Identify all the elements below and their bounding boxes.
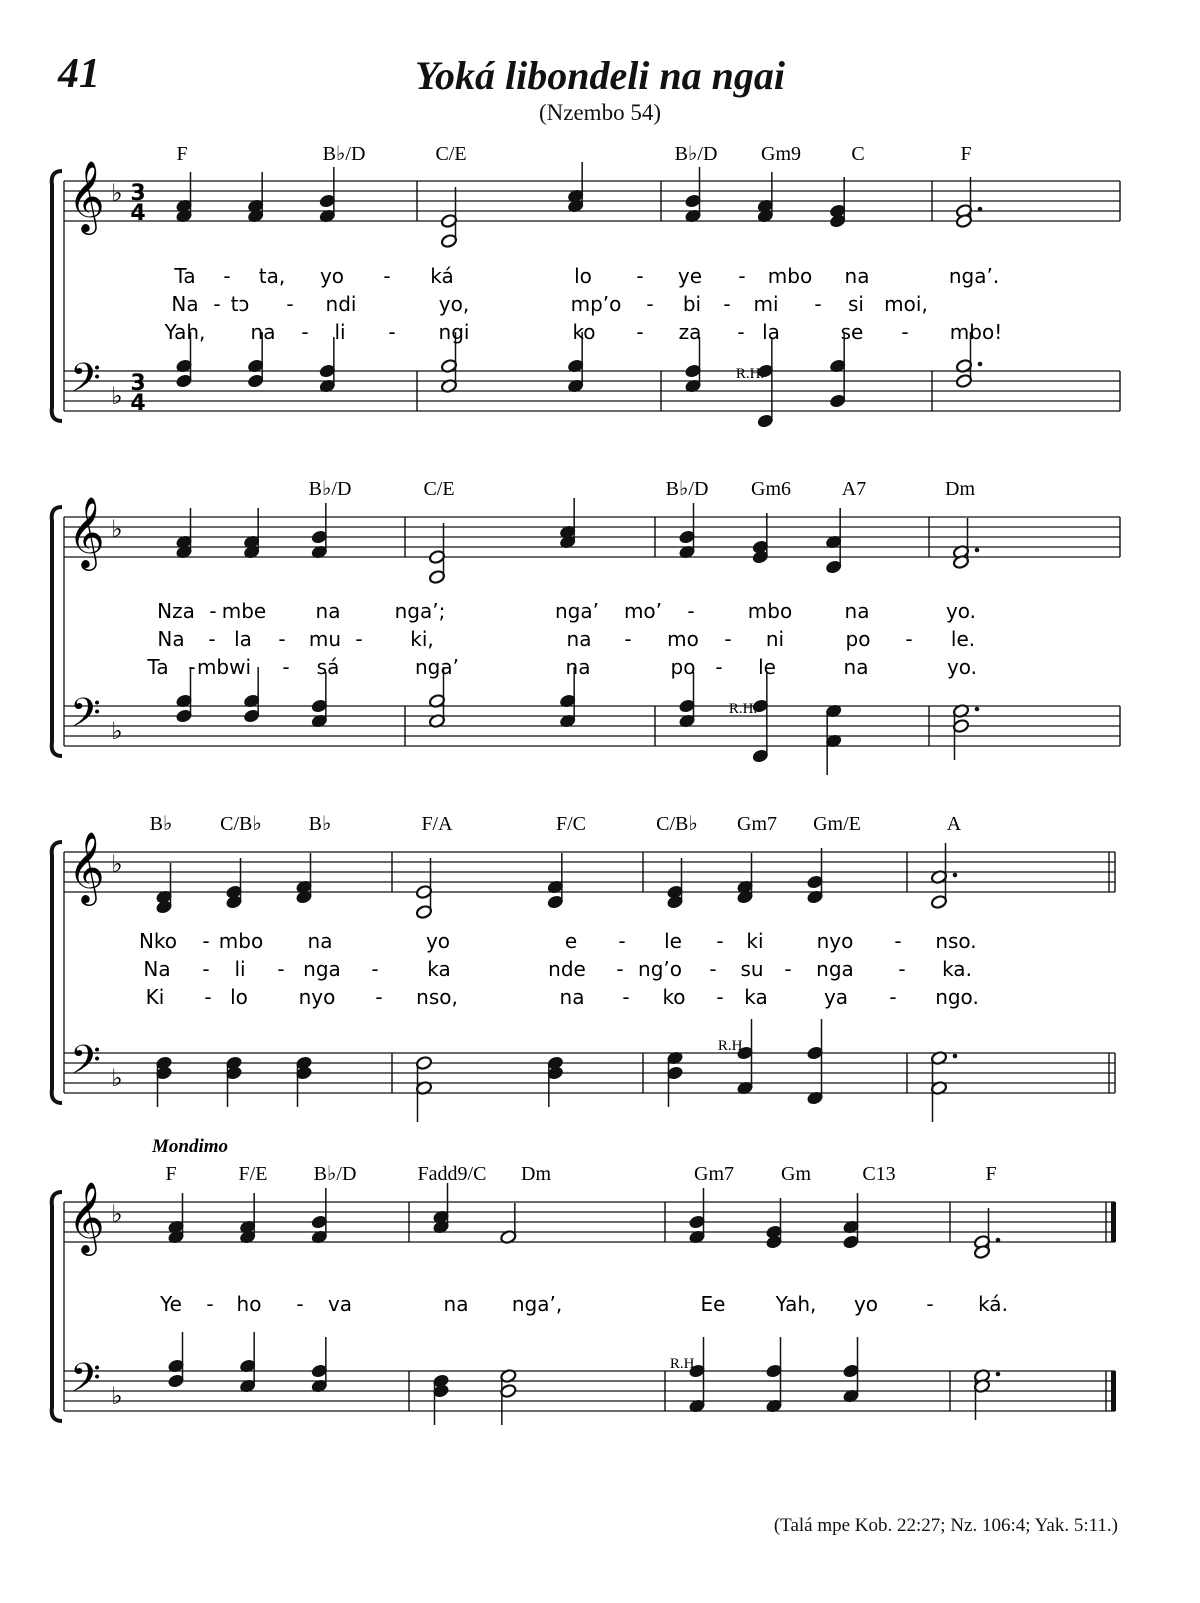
lyric-syllable: po <box>845 627 871 651</box>
bass-staff <box>64 1019 1115 1122</box>
chord-symbol: Gm7 <box>694 1163 734 1185</box>
lyric-hyphen: - <box>716 929 724 953</box>
treble-clef: 𝄞 <box>68 830 105 903</box>
chord-symbol: B♭/D <box>674 143 718 165</box>
lyric-syllable: na <box>307 929 333 953</box>
flat-sign: ♭ <box>111 1382 123 1410</box>
lyric-hyphen: - <box>301 320 309 344</box>
chord-symbol: F <box>985 1163 997 1185</box>
lyric-hyphen: - <box>213 292 221 316</box>
lyric-syllable: ho <box>236 1292 262 1316</box>
verse-line-2 <box>143 957 972 981</box>
chord-symbol: F/E <box>238 1163 268 1185</box>
lyric-hyphen: - <box>737 320 745 344</box>
lyric-syllable: na <box>315 599 341 623</box>
lyric-syllable: nga’; <box>394 599 446 623</box>
lyric-syllable: su <box>740 957 764 981</box>
lyric-syllable: nso, <box>416 985 458 1009</box>
lyric-syllable: na <box>443 1292 469 1316</box>
treble-staff <box>64 495 1120 585</box>
chord-symbol: F <box>176 143 188 165</box>
chord-symbol: B♭/D <box>322 143 366 165</box>
chord-symbol: C/B♭ <box>656 813 698 835</box>
lyric-hyphen: - <box>209 599 217 623</box>
chord-symbol: B♭ <box>308 813 332 835</box>
lyric-syllable: Na <box>157 627 185 651</box>
lyric-hyphen: - <box>738 264 746 288</box>
lyric-syllable: mbo <box>767 264 813 288</box>
lyric-syllable: na <box>559 985 585 1009</box>
lyric-syllable: na <box>566 627 592 651</box>
lyric-syllable: Nko <box>138 929 178 953</box>
lyric-syllable: ni <box>765 627 785 651</box>
flat-sign: ♭ <box>111 179 123 207</box>
lyric-hyphen: - <box>278 627 286 651</box>
verse-line-1 <box>157 599 976 623</box>
lyric-syllable: le. <box>950 627 976 651</box>
lyric-hyphen: - <box>894 929 902 953</box>
lyric-syllable: mp’o <box>570 292 622 316</box>
final-bar-thick <box>1111 1202 1116 1242</box>
lyric-syllable: va <box>327 1292 353 1316</box>
lyric-hyphen: - <box>296 1292 304 1316</box>
note-dot <box>978 362 983 367</box>
lyric-syllable: mbo! <box>949 320 1003 344</box>
lyric-syllable: nga’. <box>948 264 1000 288</box>
lyric-syllable: Ta <box>147 655 169 679</box>
bass-clef: 𝄢 <box>70 355 101 411</box>
lyric-syllable: po <box>670 655 696 679</box>
bass-clef: 𝄢 <box>70 1355 101 1411</box>
song-number: 41 <box>58 51 100 97</box>
verse-line-3 <box>146 985 979 1009</box>
verse-line-3 <box>146 655 977 679</box>
lyric-hyphen: - <box>277 957 285 981</box>
lyric-syllable: Ye <box>160 1292 182 1316</box>
note-dot <box>953 873 958 878</box>
lyric-hyphen: - <box>383 264 391 288</box>
lyric-syllable: ko <box>662 985 686 1009</box>
lyric-hyphen: - <box>624 627 632 651</box>
lyric-hyphen: - <box>723 292 731 316</box>
chord-symbol: Dm <box>945 478 975 500</box>
right-hand-marking: R.H. <box>717 1038 747 1054</box>
lyric-hyphen: - <box>716 985 724 1009</box>
lyric-syllable: ye <box>677 264 703 288</box>
system-bracket <box>52 1192 62 1421</box>
lyric-syllable: ya <box>823 985 849 1009</box>
lyric-syllable: se <box>840 320 864 344</box>
chord-symbol: F <box>165 1163 177 1185</box>
lyric-syllable: lo <box>230 985 248 1009</box>
note-dot <box>953 1054 958 1059</box>
treble-staff <box>64 159 1120 249</box>
lyric-hyphen: - <box>202 957 210 981</box>
lyric-hyphen: - <box>901 320 909 344</box>
lyric-syllable: nga’ <box>555 599 599 623</box>
chord-symbol: A7 <box>841 478 867 500</box>
lyric-hyphen: - <box>618 929 626 953</box>
chord-symbol: Fadd9/C <box>417 1163 487 1185</box>
bass-staff <box>64 1332 1116 1425</box>
bass-staff <box>64 667 1120 775</box>
time-signature-bottom: 4 <box>130 391 146 416</box>
lyric-syllable: yo. <box>946 655 978 679</box>
lyric-syllable: ká. <box>978 1292 1008 1316</box>
lyric-syllable: yo <box>853 1292 879 1316</box>
lyric-syllable: nso. <box>935 929 977 953</box>
lyric-syllable: ki <box>746 929 764 953</box>
lyric-hyphen: - <box>206 1292 214 1316</box>
flat-sign: ♭ <box>111 717 123 745</box>
chord-symbols <box>309 478 976 500</box>
lyric-hyphen: - <box>905 627 913 651</box>
chord-symbol: C/E <box>423 478 455 500</box>
lyric-syllable: ko <box>572 320 596 344</box>
lyric-hyphen: - <box>889 985 897 1009</box>
lyric-syllable: sá <box>316 655 340 679</box>
lyric-hyphen: - <box>355 627 363 651</box>
lyric-syllable: nyo <box>298 985 336 1009</box>
lyric-syllable: li <box>334 320 346 344</box>
note-dot <box>996 1372 1001 1377</box>
lyric-hyphen: - <box>223 264 231 288</box>
lyric-hyphen: - <box>724 627 732 651</box>
lyric-hyphen: - <box>375 985 383 1009</box>
lyric-hyphen: - <box>282 655 290 679</box>
note-dot <box>975 548 980 553</box>
lyric-hyphen: - <box>926 1292 934 1316</box>
lyric-syllable: nga <box>303 957 341 981</box>
chord-symbol: B♭/D <box>313 1163 357 1185</box>
lyric-syllable: mo <box>667 627 699 651</box>
lyric-syllable: la <box>234 627 252 651</box>
lyric-hyphen: - <box>898 957 906 981</box>
lyric-syllable: mo’ <box>623 599 663 623</box>
lyric-syllable: yo, <box>438 292 470 316</box>
chord-symbol: Gm <box>781 1163 811 1185</box>
lyric-syllable: yo <box>319 264 345 288</box>
flat-sign: ♭ <box>111 850 123 878</box>
lyric-syllable: ta, <box>258 264 286 288</box>
chord-symbol: Gm/E <box>813 813 861 835</box>
system-3 <box>52 813 1115 1122</box>
verse-line-1 <box>159 1292 1008 1316</box>
lyric-syllable: ngo. <box>935 985 979 1009</box>
verse-line-2 <box>157 627 975 651</box>
lyric-syllable: Ta <box>174 264 196 288</box>
chord-symbol: F/A <box>421 813 453 835</box>
time-signature-top: 3 <box>130 371 146 396</box>
system-2 <box>52 478 1120 775</box>
lyric-syllable: na <box>843 655 869 679</box>
lyric-syllable: la <box>762 320 780 344</box>
chord-symbol: C/E <box>435 143 467 165</box>
lyric-syllable: na <box>565 655 591 679</box>
lyric-syllable: tɔ <box>230 292 250 316</box>
lyric-syllable: bi <box>682 292 702 316</box>
lyric-hyphen: - <box>286 292 294 316</box>
lyric-hyphen: - <box>208 627 216 651</box>
chord-symbol: Gm7 <box>737 813 777 835</box>
flat-sign: ♭ <box>111 1200 123 1228</box>
lyric-syllable: yo. <box>945 599 977 623</box>
chord-symbol: Gm9 <box>761 143 801 165</box>
chord-symbols <box>165 1163 996 1185</box>
note-dot <box>978 207 983 212</box>
lyric-syllable: ka <box>744 985 768 1009</box>
chord-symbol: Dm <box>521 1163 551 1185</box>
treble-clef: 𝄞 <box>68 1180 105 1253</box>
lyric-syllable: moi, <box>884 292 928 316</box>
lyric-syllable: le <box>758 655 776 679</box>
right-hand-marking: R.H. <box>669 1356 699 1372</box>
note-dot <box>975 707 980 712</box>
verse-line-2 <box>171 292 927 316</box>
lyric-syllable: nga’ <box>415 655 459 679</box>
lyric-hyphen: - <box>371 957 379 981</box>
final-bar-thick <box>1111 1371 1116 1411</box>
chord-symbol: Gm6 <box>751 478 791 500</box>
chord-symbols <box>150 813 962 835</box>
chord-symbol: B♭/D <box>665 478 709 500</box>
lyric-hyphen: - <box>188 655 196 679</box>
right-hand-marking: R.H. <box>728 701 758 717</box>
verse-line-1 <box>139 929 977 953</box>
note-dot <box>996 1238 1001 1243</box>
system-bracket <box>52 842 62 1103</box>
verse-line-1 <box>173 264 999 288</box>
time-signature-top: 3 <box>130 181 146 206</box>
lyric-hyphen: - <box>709 957 717 981</box>
lyric-hyphen: - <box>388 320 396 344</box>
lyric-syllable: nga’, <box>511 1292 563 1316</box>
system-bracket <box>52 507 62 756</box>
chord-symbol: B♭/D <box>308 478 352 500</box>
lyric-syllable: ki, <box>410 627 434 651</box>
treble-staff <box>64 1180 1116 1260</box>
lyric-syllable: Yah, <box>164 320 206 344</box>
lyric-hyphen: - <box>204 985 212 1009</box>
lyric-syllable: Na <box>171 292 199 316</box>
lyric-syllable: na <box>250 320 276 344</box>
chord-symbol: F/C <box>555 813 587 835</box>
flat-sign: ♭ <box>111 515 123 543</box>
lyric-syllable: ndi <box>325 292 357 316</box>
lyric-syllable: ng’o <box>638 957 682 981</box>
lyric-syllable: si <box>848 292 864 316</box>
scripture-references: (Talá mpe Kob. 22:27; Nz. 106:4; Yak. 5:11.) <box>773 1515 1118 1536</box>
lyric-syllable: Ki <box>145 985 165 1009</box>
lyric-syllable: mbe <box>221 599 267 623</box>
lyric-syllable: le <box>664 929 682 953</box>
treble-staff <box>64 830 1115 920</box>
treble-clef: 𝄞 <box>68 495 105 568</box>
lyric-hyphen: - <box>715 655 723 679</box>
chord-symbol: C13 <box>862 1163 896 1185</box>
lyric-hyphen: - <box>202 929 210 953</box>
lyric-hyphen: - <box>636 264 644 288</box>
lyric-hyphen: - <box>616 957 624 981</box>
lyric-syllable: nga <box>816 957 854 981</box>
lyric-hyphen: - <box>622 985 630 1009</box>
lyric-syllable: li <box>234 957 246 981</box>
lyric-syllable: mbo <box>747 599 793 623</box>
song-title: Yoká libondeli na ngai <box>414 53 786 98</box>
flat-sign: ♭ <box>111 382 123 410</box>
lyric-syllable: mi <box>753 292 779 316</box>
verse-line-3 <box>164 320 1003 344</box>
lyric-syllable: mbwi <box>196 655 252 679</box>
lyric-hyphen: - <box>646 292 654 316</box>
treble-clef: 𝄞 <box>68 159 105 232</box>
lyric-hyphen: - <box>636 320 644 344</box>
lyric-syllable: na <box>844 264 870 288</box>
chord-symbol: C/B♭ <box>220 813 262 835</box>
lyric-syllable: lo <box>574 264 592 288</box>
lyric-syllable: yo <box>425 929 451 953</box>
chord-symbol: B♭ <box>149 813 173 835</box>
right-hand-marking: R.H. <box>735 366 765 382</box>
lyric-syllable: Yah, <box>775 1292 817 1316</box>
lyric-syllable: nyo <box>816 929 854 953</box>
lyric-syllable: nde <box>548 957 586 981</box>
lyric-hyphen: - <box>814 292 822 316</box>
lyric-syllable: e <box>564 929 578 953</box>
lyric-syllable: ka <box>427 957 451 981</box>
lyric-hyphen: - <box>784 957 792 981</box>
chord-symbol: F <box>960 143 972 165</box>
lyric-hyphen: - <box>687 599 695 623</box>
lyric-syllable: Ee <box>700 1292 726 1316</box>
lyric-syllable: mu <box>308 627 342 651</box>
lyric-syllable: ka. <box>942 957 972 981</box>
chord-symbols <box>176 143 971 165</box>
bass-clef: 𝄢 <box>70 1037 101 1093</box>
lyric-syllable: ká <box>430 264 454 288</box>
lyric-syllable: Na <box>143 957 171 981</box>
system-4 <box>52 1136 1116 1425</box>
lyric-syllable: za <box>678 320 702 344</box>
lyric-syllable: Nza <box>157 599 195 623</box>
lyric-syllable: na <box>844 599 870 623</box>
lyric-syllable: ngi <box>438 320 470 344</box>
bass-clef: 𝄢 <box>70 690 101 746</box>
lyric-syllable: mbo <box>218 929 264 953</box>
flat-sign: ♭ <box>111 1064 123 1092</box>
tempo-marking: Mondimo <box>152 1136 229 1157</box>
chord-symbol: C <box>851 143 865 165</box>
bass-staff <box>64 332 1120 429</box>
song-subtitle: (Nzembo 54) <box>539 100 661 125</box>
chord-symbol: A <box>946 813 962 835</box>
system-1 <box>52 143 1120 429</box>
system-bracket <box>52 171 62 421</box>
time-signature-bottom: 4 <box>130 201 146 226</box>
